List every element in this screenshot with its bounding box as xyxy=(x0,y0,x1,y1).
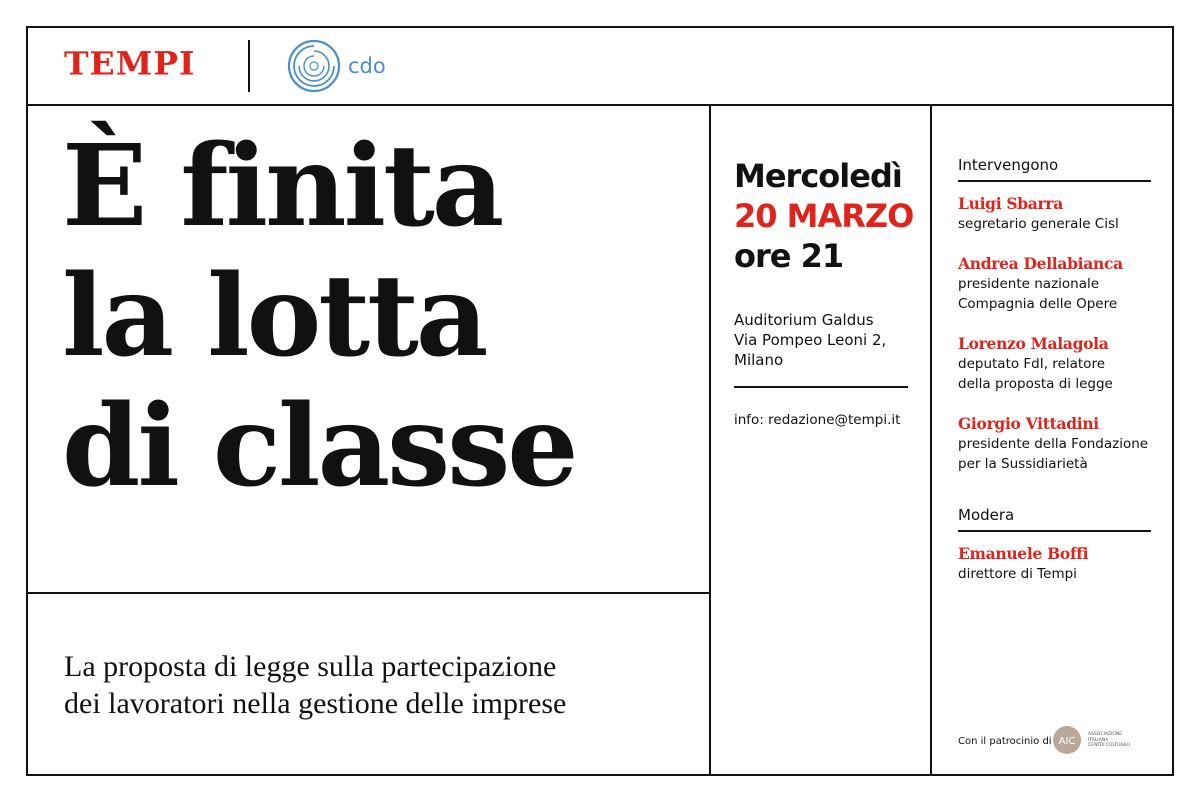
speaker-name: Lorenzo Malagola xyxy=(958,334,1109,353)
venue-divider xyxy=(734,386,908,388)
aic-text-line: ASSOCIAZIONE xyxy=(1088,732,1123,737)
venue-line-1: Auditorium Galdus xyxy=(734,311,874,329)
headline-divider xyxy=(26,592,710,594)
speakers-label: Intervengono xyxy=(958,156,1059,174)
speaker-role: presidente nazionale xyxy=(958,276,1100,292)
tempi-logo: TEMPI xyxy=(64,44,196,83)
speaker-item xyxy=(958,334,1158,394)
cdo-spiral-icon xyxy=(286,38,342,94)
subtitle xyxy=(64,648,566,722)
event-date: 20 MARZO xyxy=(734,197,914,235)
event-time: ore 21 xyxy=(734,237,844,275)
moderator-label: Modera xyxy=(958,506,1015,524)
moderator-item xyxy=(958,544,1158,584)
cdo-logo-text: cdo xyxy=(348,54,386,78)
info-contact[interactable]: info: redazione@tempi.it xyxy=(734,412,901,428)
speaker-role: presidente della Fondazione xyxy=(958,436,1149,452)
venue-line-3: Milano xyxy=(734,351,784,369)
moderator-rule xyxy=(958,530,1151,532)
subtitle-line-1: La proposta di legge sulla partecipazione xyxy=(64,650,557,683)
speakers-rule xyxy=(958,180,1151,182)
column-divider-left xyxy=(709,104,711,776)
logo-separator xyxy=(248,40,250,92)
moderator-name: Emanuele Boffi xyxy=(958,544,1089,563)
aic-logo-text xyxy=(1088,732,1148,749)
header-divider xyxy=(26,104,1174,106)
aic-text-line: ITALIANA xyxy=(1088,737,1109,743)
speaker-name: Andrea Dellabianca xyxy=(958,254,1123,273)
speaker-role: della proposta di legge xyxy=(958,376,1113,392)
event-venue xyxy=(734,310,886,370)
subtitle-line-2: dei lavoratori nella gestione delle imprese xyxy=(64,687,567,720)
headline-line-3: di classe xyxy=(62,381,576,512)
event-datetime xyxy=(734,156,913,276)
speaker-name: Luigi Sbarra xyxy=(958,194,1064,213)
speaker-role: segretario generale Cisl xyxy=(958,216,1119,232)
aic-logo-icon xyxy=(1052,725,1082,755)
speaker-name: Giorgio Vittadini xyxy=(958,414,1099,433)
speaker-role: deputato FdI, relatore xyxy=(958,356,1106,372)
moderator-role: direttore di Tempi xyxy=(958,566,1077,582)
aic-text-line: CENTRI CULTURALI xyxy=(1088,743,1131,748)
aic-logo-mark: AIC xyxy=(1058,736,1076,747)
speaker-item xyxy=(958,194,1158,234)
venue-line-2: Via Pompeo Leoni 2, xyxy=(734,331,887,349)
headline xyxy=(62,122,576,512)
speaker-item xyxy=(958,414,1158,474)
event-day: Mercoledì xyxy=(734,157,902,195)
headline-line-2: la lotta xyxy=(62,251,486,382)
headline-line-1: È finita xyxy=(62,121,502,252)
column-divider-right xyxy=(930,104,932,776)
speaker-item xyxy=(958,254,1158,314)
speaker-role: Compagnia delle Opere xyxy=(958,296,1118,312)
patronage-label: Con il patrocinio di xyxy=(958,736,1052,747)
speaker-role: per la Sussidiarietà xyxy=(958,456,1088,472)
